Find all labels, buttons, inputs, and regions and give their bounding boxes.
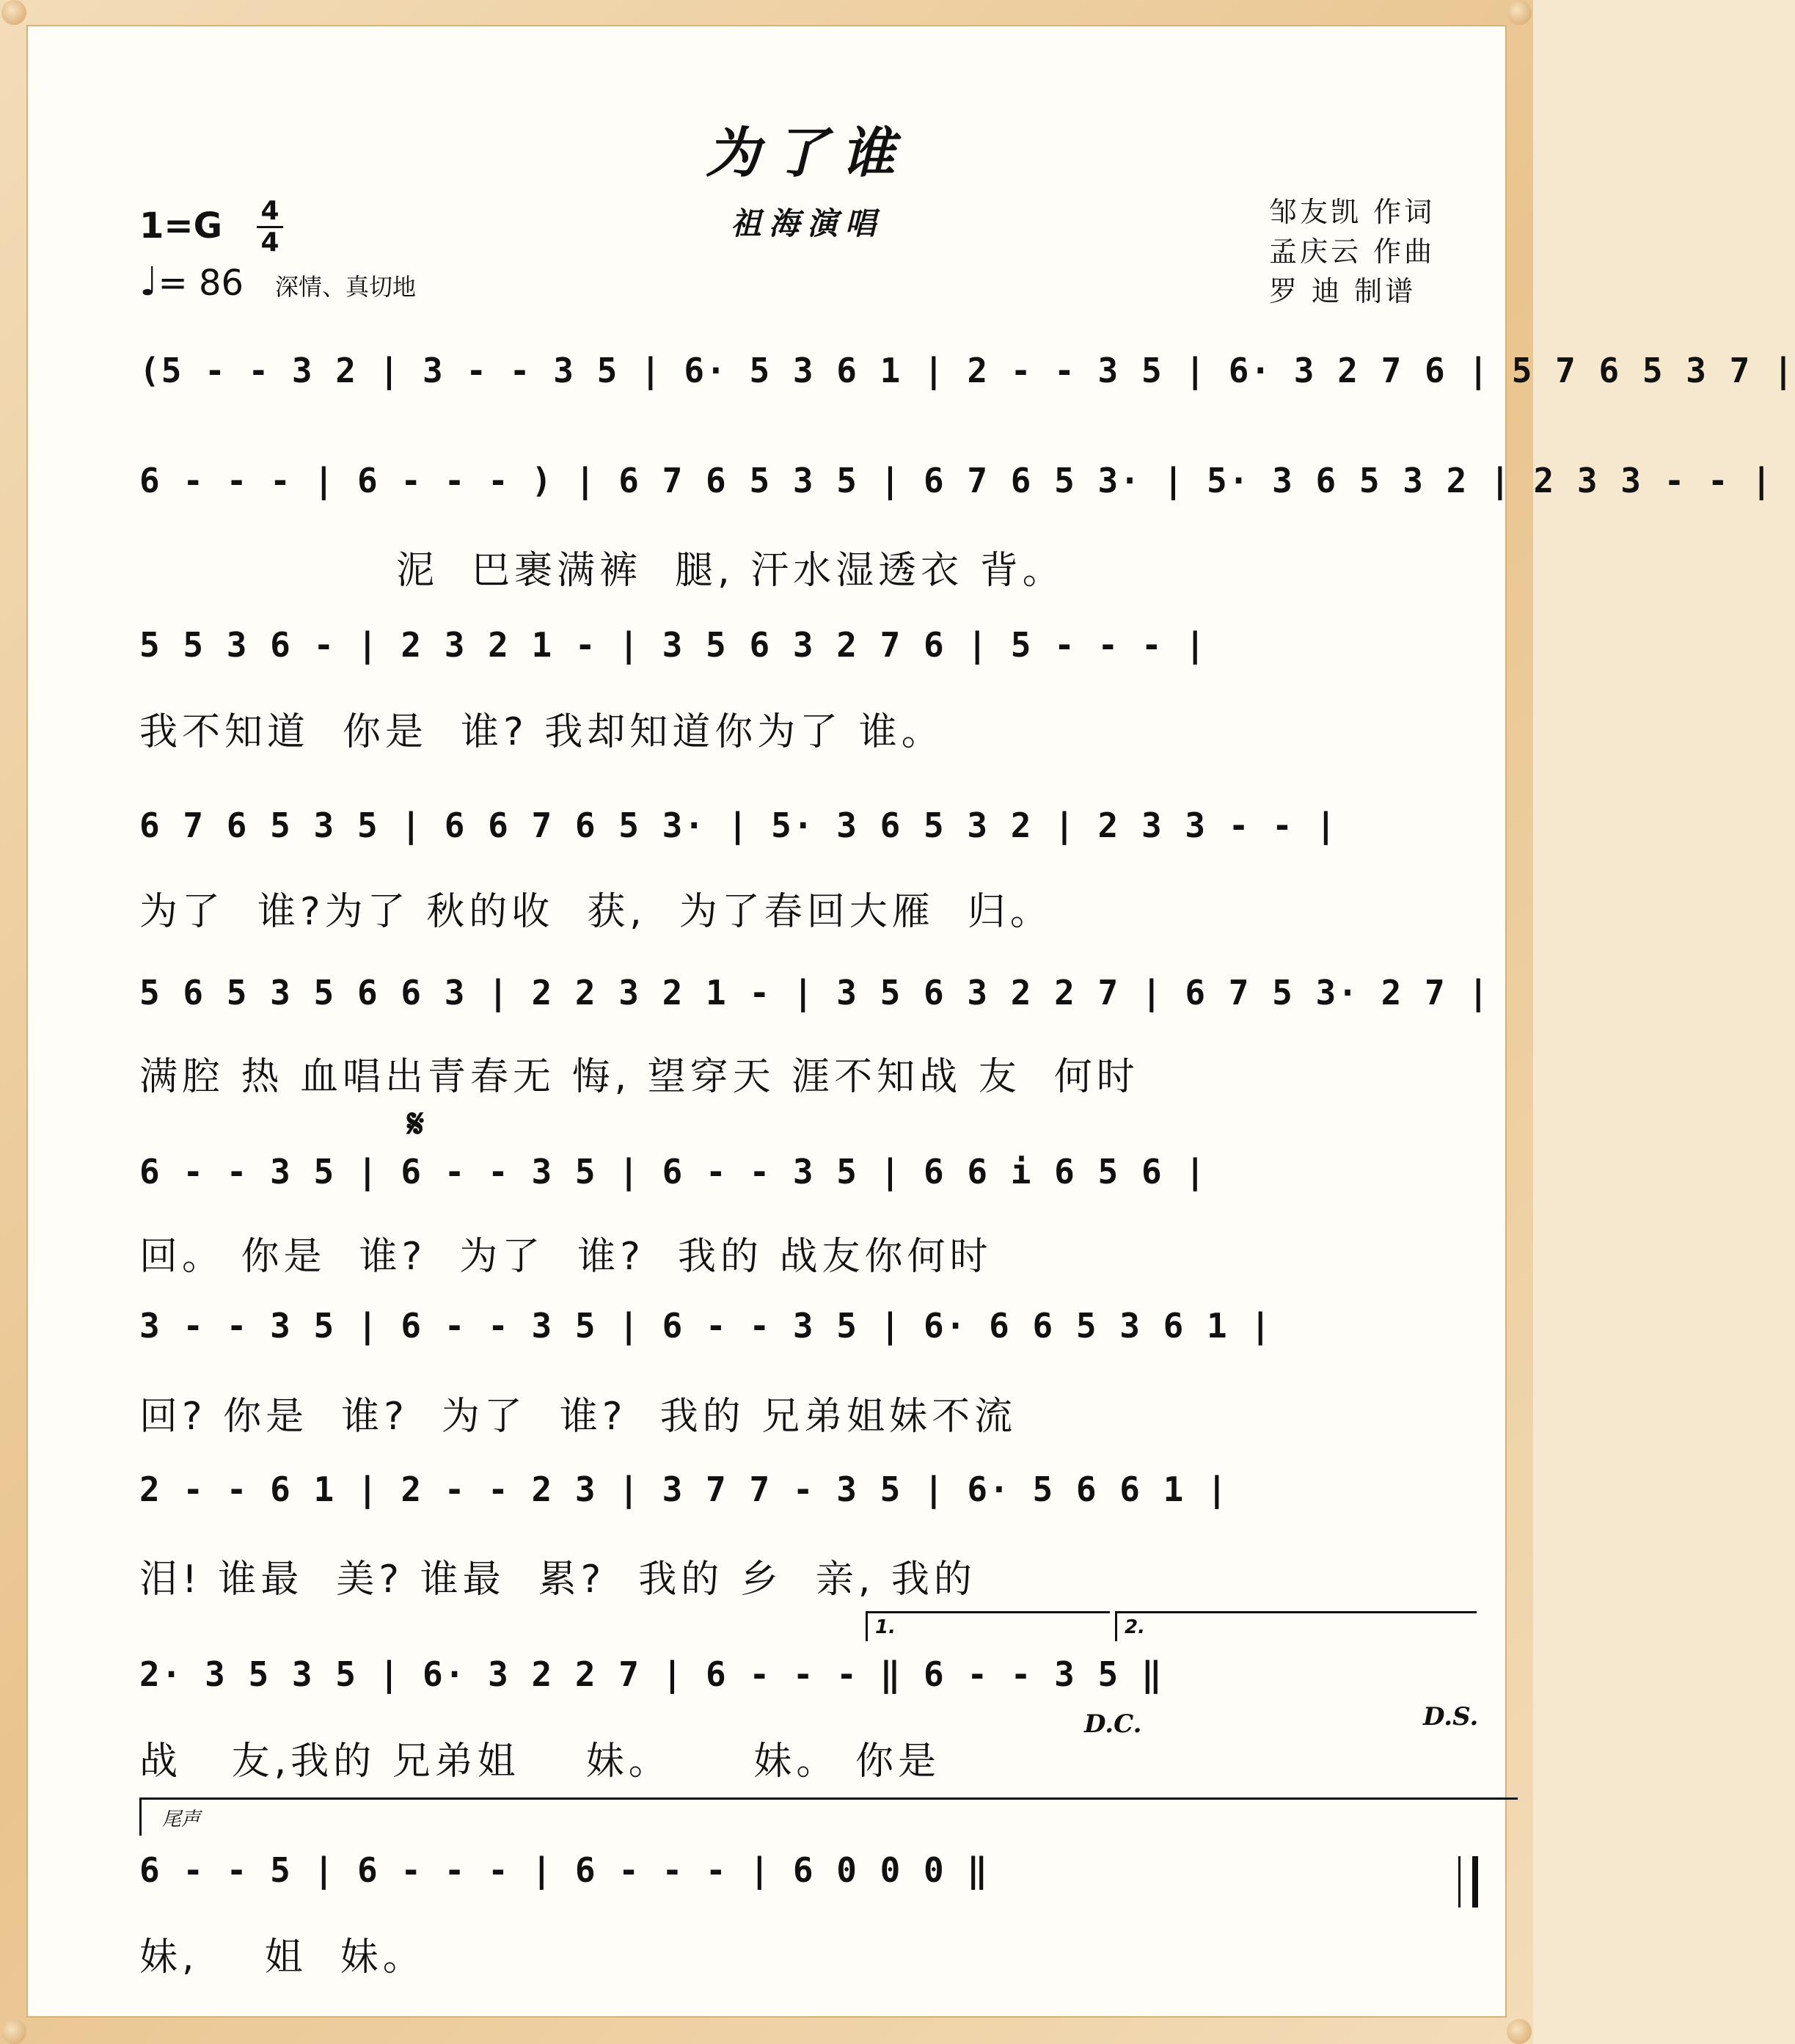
- dc-mark: D.C.: [1084, 1709, 1142, 1739]
- music-line: 2 - - 6 1 | 2 - - 2 3 | 3 7 7 - 3 5 | 6· 5 6 6 1 |: [139, 1470, 1229, 1509]
- final-barline: [1458, 1856, 1478, 1908]
- lyric-line: 回。 你是 谁? 为了 谁? 我的 战友你何时: [139, 1235, 992, 1279]
- time-signature: [257, 198, 283, 256]
- time-signature-top: 4: [260, 196, 279, 226]
- music-line: 5 6 5 3 5 6 6 3 | 2 2 3 2 1 - | 3 5 6 3 2 2 7 | 6 7 5 3· 2 7 |: [139, 973, 1491, 1012]
- tempo: [139, 258, 244, 304]
- lyric-line: 回? 你是 谁? 为了 谁? 我的 兄弟姐妹不流: [139, 1395, 1017, 1439]
- lyric-line: 为了 谁?为了 秋的收 获, 为了春回大雁 归。: [139, 890, 1053, 934]
- lyric-line: 妹, 姐 妹。: [139, 1935, 425, 1979]
- frame-knob: [1507, 0, 1532, 25]
- lyric-line: 泪! 谁最 美? 谁最 累? 我的 乡 亲, 我的: [139, 1558, 976, 1602]
- lyric-line: 泥 巴裹满裤 腿, 汗水湿透衣 背。: [396, 549, 1065, 593]
- first-ending: 1.: [866, 1611, 1110, 1641]
- music-line: 6 - - 3 5 | 6 - - 3 5 | 6 - - 3 5 | 6 6 i 6 5 6 |: [139, 1152, 1207, 1191]
- quarter-note-icon: ♩: [139, 258, 158, 304]
- segno-sign: 𝄋: [407, 1101, 425, 1147]
- lyric-line: 我不知道 你是 谁? 我却知道你为了 谁。: [139, 710, 944, 754]
- music-line: 6 7 6 5 3 5 | 6 6 7 6 5 3· | 5· 3 6 5 3 2 | 2 3 3 - - |: [139, 806, 1338, 845]
- tempo-value: = 86: [158, 263, 244, 304]
- lyricist: 邹友凯 作词: [1269, 196, 1436, 228]
- arranger: 罗 迪 制谱: [1269, 275, 1416, 307]
- music-line: (5 - - 3 2 | 3 - - 3 5 | 6· 5 3 6 1 | 2 - - 3 5 | 6· 3 2 7 6 | 5 7 6 5 3 7 |: [139, 351, 1795, 390]
- ds-mark: D.S.: [1423, 1702, 1479, 1731]
- music-line: 5 5 3 6 - | 2 3 2 1 - | 3 5 6 3 2 7 6 | 5 - - - |: [139, 625, 1207, 665]
- lyric-line: 战 友,我的 兄弟姐 妹。 妹。 你是: [139, 1740, 940, 1784]
- music-line: 2· 3 5 3 5 | 6· 3 2 2 7 | 6 - - - ‖ 6 - - 3 5 ‖: [139, 1654, 1163, 1694]
- second-ending: 2.: [1115, 1611, 1477, 1641]
- composer: 孟庆云 作曲: [1269, 236, 1436, 268]
- score-sheet: [26, 25, 1507, 2018]
- frame-knob: [1, 2019, 26, 2044]
- coda-bracket: 尾声: [139, 1797, 1518, 1836]
- music-line: 3 - - 3 5 | 6 - - 3 5 | 6 - - 3 5 | 6· 6 6 5 3 6 1 |: [139, 1306, 1273, 1346]
- expression-mark: 深情、真切地: [275, 273, 417, 301]
- frame-knob: [1, 0, 26, 25]
- lyric-line: 满腔 热 血唱出青春无 悔, 望穿天 涯不知战 友 何时: [139, 1055, 1139, 1099]
- time-signature-bottom: 4: [260, 227, 279, 258]
- frame-knob: [1507, 2019, 1532, 2044]
- singer: 祖海演唱: [730, 205, 883, 241]
- music-line: 6 - - - | 6 - - - ) | 6 7 6 5 3 5 | 6 7 6 5 3· | 5· 3 6 5 3 2 | 2 3 3 - - |: [139, 461, 1774, 500]
- song-title: 为了谁: [706, 122, 908, 185]
- music-line: 6 - - 5 | 6 - - - | 6 - - - | 6 0 0 0 ‖: [139, 1850, 990, 1890]
- key-signature: 1=G: [139, 205, 223, 247]
